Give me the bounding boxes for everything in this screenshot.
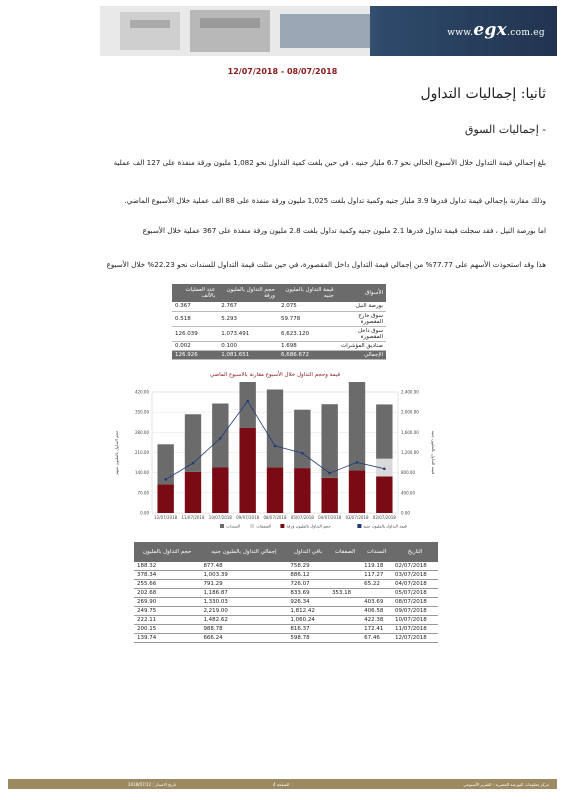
bar [294,410,310,468]
date-cell: 11/07/2018 [392,625,438,634]
table-cell: 1,060.24 [287,616,329,625]
table-cell: 1.698 [278,341,337,350]
trading-floor-image [100,6,370,56]
market-summary-table [172,284,386,360]
y2-tick-label: 1,200.00 [401,450,419,455]
table-header-row [172,284,386,302]
table-cell [329,598,361,607]
table-cell: 1,812.42 [287,607,329,616]
x-tick-label: 08/07/2018 [263,515,287,520]
date-cell: 02/07/2018 [392,562,438,571]
table-cell: 598.78 [287,634,329,643]
summary-paragraph: بلغ إجمالي قيمة التداول خلال الأسبوع الحالي نحو 6.7 مليار جنيه ، في حين بلغت كمية التداول نحو 1,082 مليون ورقة منفذة على 127 الف عملية [113,158,546,167]
bar [157,485,173,513]
market-name: صناديق المؤشرات [337,341,386,350]
table-cell: 2,219.00 [200,607,287,616]
y-tick-label: 350.00 [135,409,149,415]
date-cell: 09/07/2018 [392,607,438,616]
date-cell: 04/07/2018 [392,580,438,589]
daily-history-table [134,542,438,643]
summary-paragraph: اما بورصة النيل ، فقد سجلت قيمة تداول قدرها 2.1 مليون جنيه وكمية تداول بلغت 2.8 مليون ورقة منفذة على 367 عملية خلال الأسبوع [142,226,546,235]
bar [239,382,255,428]
column-header: الأسواق [337,284,386,302]
table-row [172,302,386,311]
bar [349,470,365,513]
line-point [192,462,195,465]
table-cell: 0.367 [172,302,218,311]
bar [267,467,283,513]
table-cell: 877.48 [200,562,287,571]
x-tick-label: 05/07/2018 [290,515,314,520]
table-cell: 0.002 [172,341,218,350]
egx-logo[interactable]: www.egx.com.eg [447,20,545,40]
bar [239,428,255,513]
market-name: سوق داخل المقصورة [337,326,386,341]
market-name: سوق خارج المقصورة [337,311,386,326]
table-row [134,580,438,589]
footer-issue-date: تاريخ الاصدار : 2018/07/12 [128,782,177,787]
table-row [134,625,438,634]
table-cell [329,580,361,589]
line-point [219,437,222,440]
table-cell: 353.18 [329,589,361,598]
table-cell: 988.78 [200,625,287,634]
footer-org: مركز معلومات البورصة المصرية - التقرير الأسبوعي [463,782,549,787]
table-row [134,589,438,598]
legend-swatch [357,524,361,528]
table-cell: 1,330.03 [200,598,287,607]
bar [294,468,310,513]
total-label: الإجمالي [337,350,386,359]
y-tick-label: 210.00 [135,450,149,455]
y-axis-label: حجم التداول بالمليون سهم [114,430,119,475]
section-title: ثانيا: إجماليات التداول [420,86,546,102]
trading-chart [110,372,440,532]
table-cell: 403.69 [361,598,392,607]
table-cell: 126.039 [172,326,218,341]
table-cell: 202.68 [134,589,200,598]
table-cell: 2.075 [278,302,337,311]
x-tick-label: 04/07/2018 [318,515,342,520]
y2-axis-label: قيمة التداول بالمليون جنيه [431,430,436,475]
line-point [164,478,167,481]
table-cell: 406.58 [361,607,392,616]
table-cell: 422.38 [361,616,392,625]
legend-label: السندات [226,523,241,529]
table-cell [329,625,361,634]
bar [321,404,337,478]
table-cell: 0.100 [218,341,278,350]
subsection-title: - إجماليات السوق [464,123,546,136]
column-header: قيمة التداول بالمليون جنيه [278,284,337,302]
date-cell: 12/07/2018 [392,634,438,643]
line-point [356,461,359,464]
footer-bar [8,779,557,789]
line-point [328,472,331,475]
line-point [383,467,386,470]
line-point [246,400,249,403]
table-row [172,311,386,326]
table-cell [329,616,361,625]
table-cell: 188.32 [134,562,200,571]
footer-page: الصفحة 4 [273,782,290,787]
market-name: بورصة النيل [337,302,386,311]
table-cell [329,571,361,580]
table-cell: 2.767 [218,302,278,311]
date-cell: 08/07/2018 [392,598,438,607]
column-header: حجم التداول بالمليون ورقة [218,284,278,302]
table-cell [361,589,392,598]
table-cell [329,634,361,643]
y2-tick-label: 2,000.00 [401,409,419,415]
y-tick-label: 280.00 [135,429,149,435]
table-cell: 255.66 [134,580,200,589]
table-cell: 726.07 [287,580,329,589]
table-cell: 5.293 [218,311,278,326]
table-row [134,616,438,625]
table-cell: 1,003.39 [200,571,287,580]
line-point [301,452,304,455]
y-tick-label: 420.00 [135,389,149,395]
table-cell: 172.41 [361,625,392,634]
total-row [172,350,386,359]
column-header: عدد العمليات بالألف [172,284,218,302]
header-banner [100,6,557,56]
date-cell: 03/07/2018 [392,571,438,580]
line-point [274,445,277,448]
legend-swatch [220,524,224,528]
table-cell [329,562,361,571]
table-cell: 0.518 [172,311,218,326]
table-cell: 6,623.120 [278,326,337,341]
x-tick-label: 09/07/2018 [236,515,260,520]
table-cell: 926.34 [287,598,329,607]
x-tick-label: 11/07/2018 [181,515,205,520]
x-tick-label: 10/07/2018 [208,515,232,520]
y2-tick-label: 400.00 [401,490,415,496]
table-cell: 1,482.62 [200,616,287,625]
table-cell: 886.12 [287,571,329,580]
column-header: التاريخ [392,542,438,562]
bar [212,468,228,513]
y2-tick-label: 1,600.00 [401,429,419,435]
table-cell: 222.11 [134,616,200,625]
bar [376,404,392,458]
table-row [134,571,438,580]
x-tick-label: 12/07/2018 [154,515,178,520]
bar [349,382,365,470]
table-header-row [134,542,438,562]
table-cell: 758.29 [287,562,329,571]
table-row [134,598,438,607]
summary-paragraph: وذلك مقارنة بإجمالي قيمة تداول قدرها 3.9 مليار جنيه وكمية تداول بلغت 1,025 مليون ورقة منفذة على 88 الف عملية خلال الأسبوع الماضي. [124,196,546,205]
column-header: حجم التداول بالمليون [134,542,200,562]
table-cell: 1,081.651 [218,350,278,359]
chart-title: قيمة وحجم التداول خلال الأسبوع مقارنة بالاسبوع الماضي [209,372,341,378]
table-cell: 791.29 [200,580,287,589]
y2-tick-label: 0.00 [401,510,410,516]
table-cell: 59.778 [278,311,337,326]
y2-tick-label: 800.00 [401,470,415,476]
table-row [134,562,438,571]
x-tick-label: 03/07/2018 [345,515,369,520]
report-date-range: 12/07/2018 - 08/07/2018 [227,67,338,76]
legend-swatch [250,524,254,528]
table-cell: 119.18 [361,562,392,571]
chart-canvas [110,382,440,532]
bar [185,472,201,513]
column-header: الصفقات [329,542,361,562]
table-cell: 666.24 [200,634,287,643]
table-cell: 6,686.672 [278,350,337,359]
table-cell: 200.15 [134,625,200,634]
summary-paragraph: هذا وقد استحوذت الأسهم على 77.77% من إجمالي قيمة التداول داخل المقصورة، في حين مثلت قيمة التداول للسندات نحو 22.23% خلال الأسبوع [106,260,546,269]
table-cell: 269.90 [134,598,200,607]
x-tick-label: 02/07/2018 [372,515,396,520]
date-cell: 10/07/2018 [392,616,438,625]
column-header: السندات [361,542,392,562]
legend-label: قيمة التداول بالمليون جنيه [363,523,407,529]
table-cell: 65.22 [361,580,392,589]
table-cell [329,607,361,616]
legend-swatch [280,524,284,528]
date-cell: 05/07/2018 [392,589,438,598]
bar [267,389,283,467]
table-cell: 378.34 [134,571,200,580]
y-tick-label: 140.00 [135,470,149,476]
bar [321,478,337,513]
table-row [172,341,386,350]
table-cell: 67.46 [361,634,392,643]
column-header: إجمالي التداول بالمليون جنيه [200,542,287,562]
table-row [172,326,386,341]
legend-label: حجم التداول بالمليون ورقة [286,523,331,529]
table-cell: 126.926 [172,350,218,359]
y2-tick-label: 2,400.00 [401,389,419,395]
column-header: باقي التداول [287,542,329,562]
table-cell: 249.75 [134,607,200,616]
legend-label: الصفقات [256,523,272,529]
table-cell: 1,186.87 [200,589,287,598]
table-cell: 1,073.491 [218,326,278,341]
table-row [134,607,438,616]
table-cell: 117.27 [361,571,392,580]
bar [212,404,228,468]
bar [376,476,392,513]
table-row [134,634,438,643]
table-cell: 833.69 [287,589,329,598]
table-cell: 816.37 [287,625,329,634]
y-tick-label: 0.00 [140,510,149,516]
table-cell: 139.74 [134,634,200,643]
y-tick-label: 70.00 [137,490,149,496]
